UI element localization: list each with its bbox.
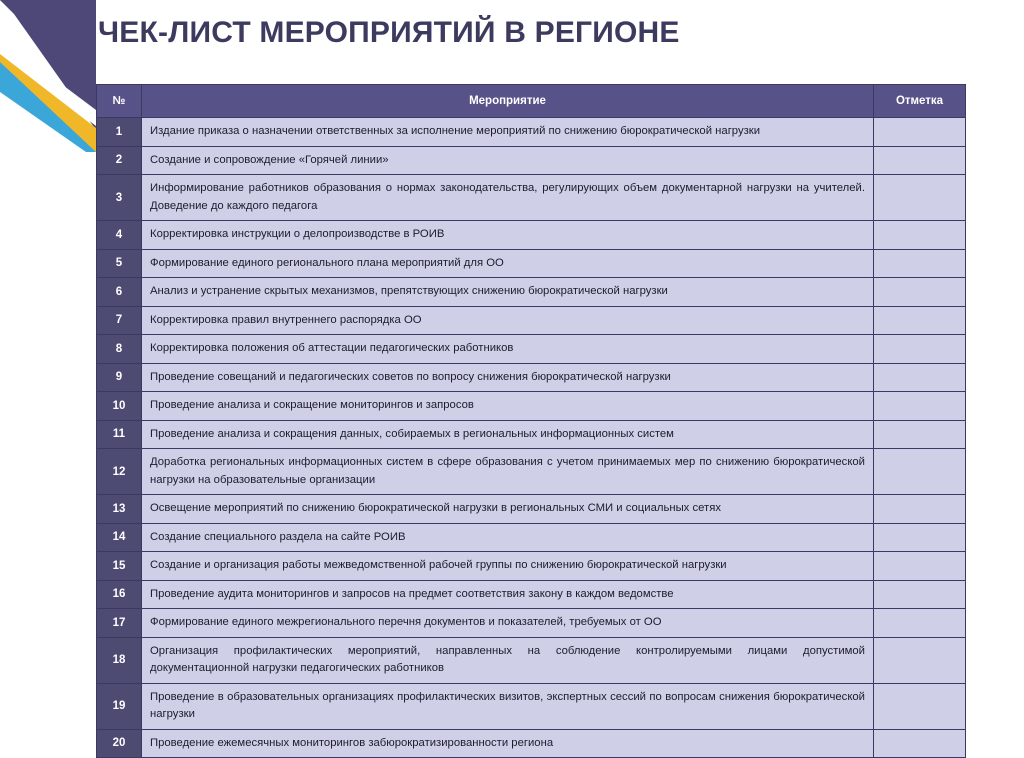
row-number-cell: 11: [97, 420, 142, 449]
row-action-cell: Проведение ежемесячных мониторингов забюрократизированности региона: [142, 729, 874, 758]
row-action-cell: Доработка региональных информационных систем в сфере образования с учетом принимаемых мер по снижению бюрократической нагрузки на образовательные организации: [142, 449, 874, 495]
row-mark-cell[interactable]: [874, 609, 966, 638]
corner-purple-triangle: [0, 0, 96, 88]
checklist-table: [96, 84, 966, 758]
table-header: [97, 85, 966, 118]
row-number-cell: 15: [97, 552, 142, 581]
row-mark-cell[interactable]: [874, 221, 966, 250]
table-row: [97, 306, 966, 335]
table-row: [97, 683, 966, 729]
table-row: [97, 523, 966, 552]
row-number-cell: 2: [97, 146, 142, 175]
row-action-cell: Формирование единого межрегионального перечня документов и показателей, требуемых от ОО: [142, 609, 874, 638]
table-row: [97, 249, 966, 278]
row-mark-cell[interactable]: [874, 420, 966, 449]
table-header-row: [97, 85, 966, 118]
column-header-mark: Отметка: [874, 85, 966, 118]
row-mark-cell[interactable]: [874, 495, 966, 524]
row-number-cell: 12: [97, 449, 142, 495]
row-action-cell: Информирование работников образования о нормах законодательства, регулирующих объем документарной нагрузки на учителей. Доведение до каждого педагога: [142, 175, 874, 221]
table-row: [97, 552, 966, 581]
row-number-cell: 1: [97, 118, 142, 147]
row-action-cell: Проведение в образовательных организациях профилактических визитов, экспертных сессий по вопросам снижения бюрократической нагрузки: [142, 683, 874, 729]
row-action-cell: Проведение анализа и сокращения данных, собираемых в региональных информационных систем: [142, 420, 874, 449]
row-mark-cell[interactable]: [874, 335, 966, 364]
table-row: [97, 392, 966, 421]
table-row: [97, 175, 966, 221]
row-mark-cell[interactable]: [874, 118, 966, 147]
table-row: [97, 363, 966, 392]
row-action-cell: Создание и сопровождение «Горячей линии»: [142, 146, 874, 175]
table-row: [97, 118, 966, 147]
row-number-cell: 3: [97, 175, 142, 221]
table-row: [97, 278, 966, 307]
row-action-cell: Корректировка инструкции о делопроизводстве в РОИВ: [142, 221, 874, 250]
row-mark-cell[interactable]: [874, 146, 966, 175]
row-mark-cell[interactable]: [874, 175, 966, 221]
table-row: [97, 637, 966, 683]
table-row: [97, 221, 966, 250]
row-action-cell: Проведение аудита мониторингов и запросов на предмет соответствия закону в каждом ведомстве: [142, 580, 874, 609]
row-action-cell: Анализ и устранение скрытых механизмов, препятствующих снижению бюрократической нагрузки: [142, 278, 874, 307]
row-number-cell: 7: [97, 306, 142, 335]
table-row: [97, 580, 966, 609]
row-mark-cell[interactable]: [874, 637, 966, 683]
row-mark-cell[interactable]: [874, 683, 966, 729]
table-row: [97, 495, 966, 524]
row-number-cell: 5: [97, 249, 142, 278]
row-mark-cell[interactable]: [874, 278, 966, 307]
row-number-cell: 13: [97, 495, 142, 524]
row-number-cell: 19: [97, 683, 142, 729]
row-mark-cell[interactable]: [874, 552, 966, 581]
row-action-cell: Проведение совещаний и педагогических советов по вопросу снижения бюрократической нагрузки: [142, 363, 874, 392]
corner-yellow-stripe: [0, 54, 96, 152]
row-action-cell: Корректировка правил внутреннего распорядка ОО: [142, 306, 874, 335]
checklist-table-container: [96, 84, 965, 758]
row-number-cell: 8: [97, 335, 142, 364]
row-number-cell: 17: [97, 609, 142, 638]
row-mark-cell[interactable]: [874, 249, 966, 278]
row-mark-cell[interactable]: [874, 392, 966, 421]
row-mark-cell[interactable]: [874, 729, 966, 758]
table-row: [97, 335, 966, 364]
row-action-cell: Организация профилактических мероприятий, направленных на соблюдение контролируемыми лицами допустимой документационной нагрузки педагогических работников: [142, 637, 874, 683]
corner-purple-wedge: [0, 0, 96, 130]
row-number-cell: 9: [97, 363, 142, 392]
table-row: [97, 729, 966, 758]
row-mark-cell[interactable]: [874, 580, 966, 609]
table-row: [97, 449, 966, 495]
row-number-cell: 4: [97, 221, 142, 250]
row-action-cell: Корректировка положения об аттестации педагогических работников: [142, 335, 874, 364]
column-header-number: №: [97, 85, 142, 118]
table-row: [97, 146, 966, 175]
row-mark-cell[interactable]: [874, 523, 966, 552]
column-header-action: Мероприятие: [142, 85, 874, 118]
row-number-cell: 18: [97, 637, 142, 683]
row-action-cell: Проведение анализа и сокращение мониторингов и запросов: [142, 392, 874, 421]
row-number-cell: 14: [97, 523, 142, 552]
row-number-cell: 20: [97, 729, 142, 758]
row-action-cell: Издание приказа о назначении ответственных за исполнение мероприятий по снижению бюрократической нагрузки: [142, 118, 874, 147]
row-number-cell: 16: [97, 580, 142, 609]
table-row: [97, 420, 966, 449]
row-action-cell: Формирование единого регионального плана мероприятий для ОО: [142, 249, 874, 278]
page-title: ЧЕК-ЛИСТ МЕРОПРИЯТИЙ В РЕГИОНЕ: [98, 16, 680, 49]
table-row: [97, 609, 966, 638]
corner-blue-stripe: [0, 62, 96, 152]
row-number-cell: 6: [97, 278, 142, 307]
table-body: [97, 118, 966, 758]
corner-white-gap-upper: [0, 38, 96, 126]
row-action-cell: Создание специального раздела на сайте РОИВ: [142, 523, 874, 552]
row-mark-cell[interactable]: [874, 306, 966, 335]
row-action-cell: Создание и организация работы межведомственной рабочей группы по снижению бюрократической нагрузки: [142, 552, 874, 581]
row-action-cell: Освещение мероприятий по снижению бюрократической нагрузки в региональных СМИ и социальных сетях: [142, 495, 874, 524]
row-mark-cell[interactable]: [874, 363, 966, 392]
row-number-cell: 10: [97, 392, 142, 421]
row-mark-cell[interactable]: [874, 449, 966, 495]
